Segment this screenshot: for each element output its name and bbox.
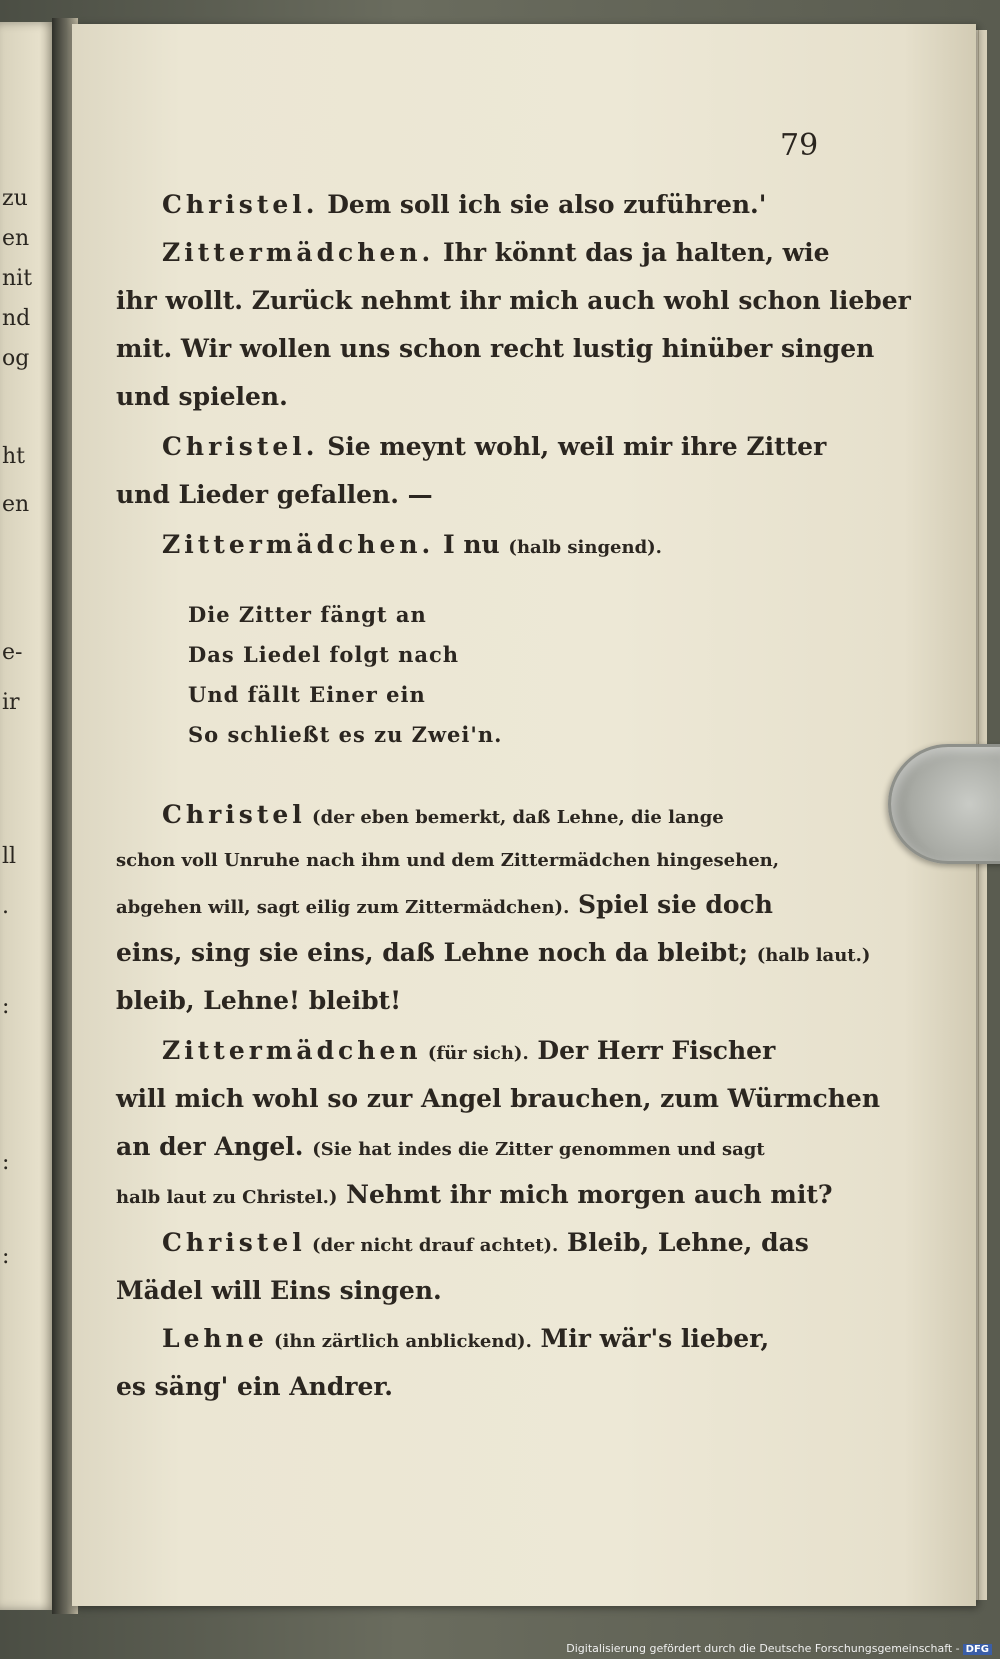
dialogue-text: an der Angel.: [116, 1132, 313, 1161]
prev-page-fragment: e-: [2, 640, 23, 665]
text-line: [116, 1132, 765, 1161]
stage-direction: (halb singend).: [508, 537, 662, 558]
text-line: [162, 1036, 775, 1065]
stage-direction: abgehen will, sagt eilig zum Zittermädchen).: [116, 897, 570, 918]
dialogue-text: Dem soll ich sie also zuführen.': [318, 190, 767, 219]
stage-direction: schon voll Unruhe nach ihm und dem Zittermädchen hingesehen,: [116, 850, 780, 871]
prev-page-fragment: ht: [2, 444, 26, 469]
prev-page-fragment: .: [2, 894, 9, 919]
text-line: [162, 1228, 809, 1257]
dialogue-text: Ihr könnt das ja halten, wie: [434, 238, 830, 267]
dialogue-text: Mädel will Eins singen.: [116, 1276, 442, 1305]
prev-page-fragment: ir: [2, 690, 20, 715]
dialogue-text: mit. Wir wollen uns schon recht lustig hinüber singen: [116, 334, 875, 363]
text-line: [116, 382, 288, 411]
verse-line: Und fällt Einer ein: [188, 682, 426, 707]
stage-direction: (ihn zärtlich anblickend).: [267, 1331, 532, 1352]
prev-page-fragment: :: [2, 1150, 10, 1175]
speaker-name: Christel.: [162, 190, 319, 219]
stage-direction: (der nicht drauf achtet).: [305, 1235, 559, 1256]
text-line: [116, 1276, 442, 1305]
dialogue-text: will mich wohl so zur Angel brauchen, zum Würmchen: [116, 1084, 880, 1113]
text-line: [116, 286, 911, 315]
speaker-name: Christel: [162, 1228, 306, 1257]
text-line: [116, 480, 433, 509]
dialogue-text: Der Herr Fischer: [528, 1036, 776, 1065]
dialogue-text: und spielen.: [116, 382, 288, 411]
verse-line: Das Liedel folgt nach: [188, 642, 460, 667]
text-line: [116, 850, 779, 871]
text-line: [162, 190, 766, 219]
prev-page-fragment: ll: [2, 844, 17, 869]
dialogue-text: es säng' ein Andrer.: [116, 1372, 393, 1401]
dialogue-text: Nehmt ihr mich morgen auch mit?: [337, 1180, 833, 1209]
prev-page-fragment: og: [2, 346, 30, 371]
dialogue-text: bleib, Lehne! bleibt!: [116, 986, 402, 1015]
text-line: [116, 1084, 880, 1113]
speaker-name: Christel: [162, 800, 306, 829]
speaker-name: Christel.: [162, 432, 319, 461]
dialogue-text: Bleib, Lehne, das: [558, 1228, 809, 1257]
stage-direction: (der eben bemerkt, daß Lehne, die lange: [305, 807, 724, 828]
text-line: [116, 890, 773, 919]
prev-page-fragment: nd: [2, 306, 31, 331]
prev-page-fragment: :: [2, 994, 10, 1019]
prev-page-fragment: :: [2, 1244, 10, 1269]
speaker-name: Zittermädchen: [162, 1036, 422, 1065]
digitization-credit: [566, 1642, 992, 1655]
page-number: 79: [780, 128, 819, 163]
speaker-name: Zittermädchen.: [162, 238, 435, 267]
verse-line: Die Zitter fängt an: [188, 602, 427, 627]
dfg-logo: DFG: [963, 1644, 992, 1655]
text-line: [116, 1180, 833, 1209]
prev-page-fragment: en: [2, 492, 30, 517]
speaker-name: Lehne: [162, 1324, 268, 1353]
text-line: [162, 800, 724, 829]
prev-page-fragment: en: [2, 226, 30, 251]
dialogue-text: Mir wär's lieber,: [531, 1324, 770, 1353]
stage-direction: (halb laut.): [756, 945, 871, 966]
dialogue-text: ihr wollt. Zurück nehmt ihr mich auch wohl schon lieber: [116, 286, 911, 315]
stage-direction: (für sich).: [421, 1043, 529, 1064]
text-line: [162, 238, 830, 267]
text-line: [162, 432, 826, 461]
text-line: [116, 938, 870, 967]
stage-direction: halb laut zu Christel.): [116, 1187, 338, 1208]
prev-page-fragment: nit: [2, 266, 33, 291]
dialogue-text: und Lieder gefallen. —: [116, 480, 433, 509]
dialogue-text: Spiel sie doch: [569, 890, 773, 919]
dialogue-text: eins, sing sie eins, daß Lehne noch da bleibt;: [116, 938, 757, 967]
dialogue-text: Sie meynt wohl, weil mir ihre Zitter: [318, 432, 827, 461]
text-line: [116, 334, 874, 363]
previous-page-edge: [0, 22, 56, 1610]
verse-line: So schließt es zu Zwei'n.: [188, 722, 503, 747]
text-line: [116, 986, 401, 1015]
text-line: [162, 1324, 769, 1353]
speaker-name: Zittermädchen.: [162, 530, 435, 559]
text-line: [162, 530, 662, 559]
stage-direction: (Sie hat indes die Zitter genommen und sagt: [312, 1139, 765, 1160]
prev-page-fragment: zu: [2, 186, 28, 211]
page-clip: [888, 744, 1000, 864]
dialogue-text: I nu: [434, 530, 509, 559]
credit-text: Digitalisierung gefördert durch die Deutsche Forschungsgemeinschaft -: [566, 1642, 960, 1655]
text-line: [116, 1372, 393, 1401]
